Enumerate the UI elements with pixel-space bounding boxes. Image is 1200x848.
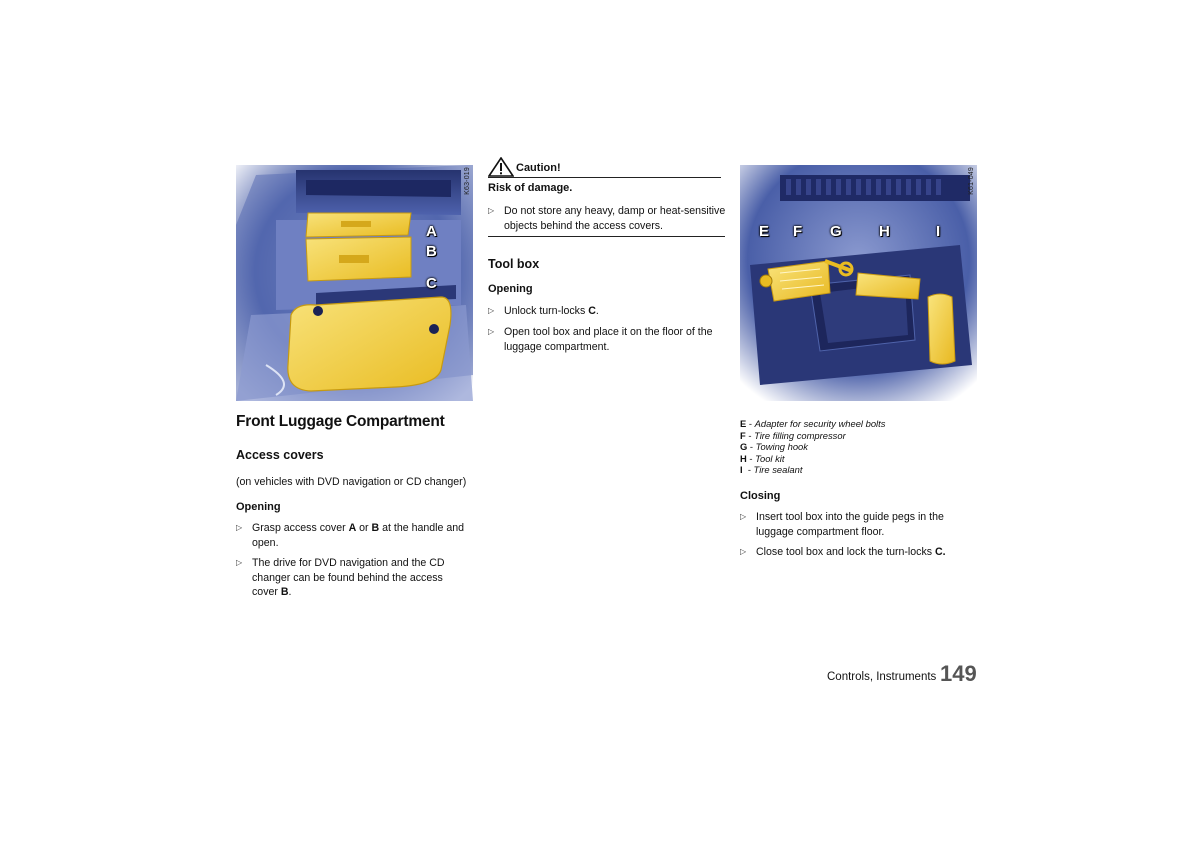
callout-c: C: [426, 275, 437, 292]
tool-box-illustration: [740, 165, 977, 401]
bullet-insert-toolbox: [740, 510, 980, 540]
callout-g: G: [830, 223, 842, 240]
bullet-text: Do not store any heavy, damp or heat-sensitive objects behind the access covers.: [504, 205, 726, 232]
bullet-text: Open tool box and place it on the floor of the luggage compartment.: [504, 326, 713, 353]
callout-e: E: [759, 223, 770, 240]
caution-header: [488, 157, 721, 177]
bullet-triangle-icon: ▷: [488, 327, 495, 336]
bullet-text: The drive for DVD navigation and the CD changer can be found behind the access cover B.: [252, 557, 445, 598]
access-covers-heading: Access covers: [236, 448, 324, 462]
bullet-drive-location: [236, 556, 476, 602]
bullet-open-toolbox: [488, 325, 728, 355]
bullet-triangle-icon: ▷: [236, 523, 243, 532]
bullet-grasp-cover: [236, 521, 476, 551]
section-title: Front Luggage Compartment: [236, 413, 445, 430]
legend-item-h: H - Tool kit: [740, 453, 785, 464]
legend-item-f: F - Tire filling compressor: [740, 430, 846, 441]
callout-b: B: [426, 243, 437, 260]
bullet-triangle-icon: ▷: [488, 206, 495, 215]
caution-label: Caution!: [516, 162, 561, 174]
vehicle-note: (on vehicles with DVD navigation or CD changer): [236, 476, 467, 488]
bullet-text: Unlock turn-locks C.: [504, 305, 599, 317]
bullet-unlock: [488, 304, 728, 320]
bullet-caution: [488, 204, 728, 234]
caution-top-rule: [488, 177, 721, 178]
risk-heading: Risk of damage.: [488, 182, 573, 194]
bullet-triangle-icon: ▷: [488, 306, 495, 315]
bullet-triangle-icon: ▷: [236, 558, 243, 567]
bullet-text: Close tool box and lock the turn-locks C.: [756, 546, 946, 558]
callout-f: F: [793, 223, 803, 240]
callout-a: A: [426, 223, 437, 240]
bullet-close-toolbox: [740, 545, 980, 561]
page-number: 149: [940, 661, 977, 686]
warning-triangle-icon: [488, 157, 514, 177]
legend-item-e: E - Adapter for security wheel bolts: [740, 418, 886, 429]
opening-heading-left: Opening: [236, 501, 281, 513]
bullet-triangle-icon: ▷: [740, 512, 747, 521]
callout-h: H: [879, 223, 890, 240]
luggage-compartment-illustration: [236, 165, 473, 401]
figure-code-label: K61-049: [968, 167, 975, 195]
legend-item-i: I - Tire sealant: [740, 464, 803, 475]
bullet-text: Insert tool box into the guide pegs in the luggage compartment floor.: [756, 511, 944, 538]
bullet-text: Grasp access cover A or B at the handle and open.: [252, 522, 465, 549]
closing-heading: Closing: [740, 490, 781, 502]
luggage-compartment-drawing: [236, 165, 473, 401]
callout-i: I: [936, 223, 941, 240]
tool-box-heading: Tool box: [488, 257, 540, 271]
opening-heading-middle: Opening: [488, 283, 533, 295]
caution-bottom-rule: [488, 236, 725, 237]
figure-code-label: K63-019: [464, 167, 471, 195]
tool-box-drawing: [740, 165, 977, 401]
bullet-triangle-icon: ▷: [740, 547, 747, 556]
legend-item-g: G - Towing hook: [740, 441, 808, 452]
footer-section-label: Controls, Instruments: [827, 671, 937, 683]
